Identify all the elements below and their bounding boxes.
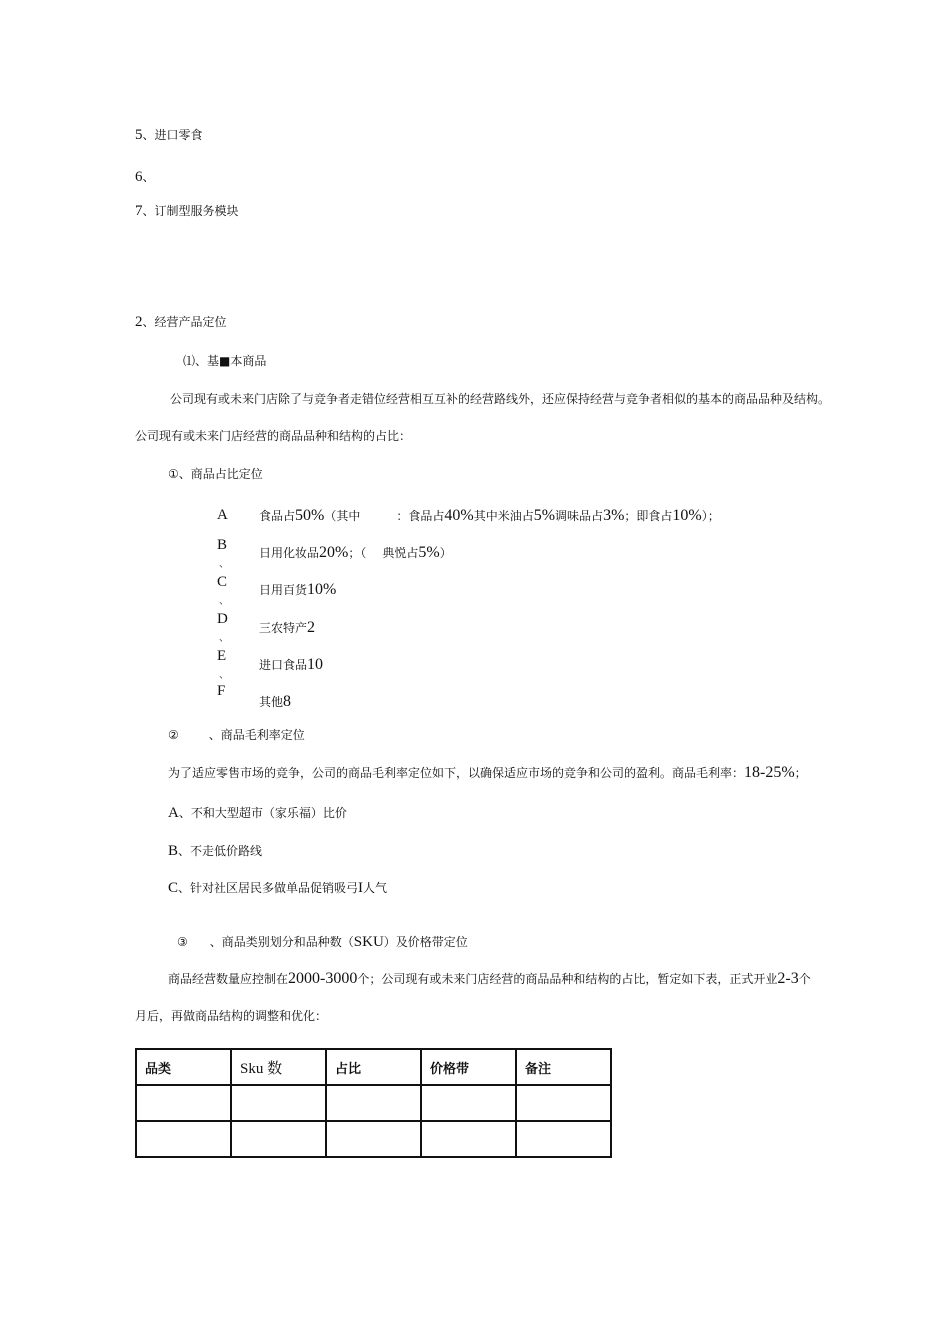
table-cell (231, 1085, 326, 1121)
table-header-cell: 价格带 (421, 1049, 516, 1085)
subsection-heading: ⑴、基■本商品 (183, 354, 267, 368)
margin-number: ② (168, 728, 179, 742)
list-separator: 、 (219, 633, 229, 644)
list-item-text: 、进口零食 (142, 128, 203, 142)
table-header-cell: 占比 (326, 1049, 421, 1085)
margin-item-b: B、不走低价路线 (168, 843, 263, 859)
margin-paragraph: 为了适应零售市场的竞争，公司的商品毛利率定位如下，以确保适应市场的竞争和公司的盈利。商品毛利率：18-25%； (168, 764, 807, 781)
sku-paragraph-1: 商品经营数量应控制在2000-3000个；公司现有或未来门店经营的商品品种和结构的占比，暂定如下表，正式开业2-3个 (168, 970, 811, 987)
ratio-row-food: 食品占50%（其中 ：食品占40%其中米油占5%调味品占3%；即食占10%）； (259, 507, 720, 524)
sku-heading: ③ 、商品类别划分和品种数（SKU）及价格带定位 (177, 934, 468, 950)
margin-item-a: A、不和大型超市（家乐福）比价 (168, 805, 347, 821)
list-item-number: 6 (135, 169, 143, 185)
paragraph: 公司现有或未来门店除了与竞争者走错位经营相互互补的经营路线外，还应保持经营与竞争者相似的基本的商品品种及结构。 (170, 392, 831, 406)
list-item-5 (135, 128, 203, 143)
ratio-row-other: 其他8 (259, 693, 292, 710)
list-item-7 (135, 204, 239, 219)
section-heading (135, 315, 227, 330)
table-header-cell: Sku 数 (231, 1049, 326, 1085)
margin-item-c: C、针对社区居民多做单品促销吸弓I人气 (168, 880, 388, 896)
margin-heading (168, 729, 305, 741)
ratio-row-general: 日用百货10% (259, 581, 337, 598)
table-cell (136, 1121, 231, 1157)
list-item-6 (135, 170, 155, 185)
sku-table (135, 1048, 612, 1158)
list-separator: 、 (219, 670, 229, 681)
table-cell (516, 1121, 611, 1157)
table-row (136, 1121, 611, 1157)
item-letter-c: C (217, 574, 228, 590)
table-cell (231, 1121, 326, 1157)
table-header-cell: 品类 (136, 1049, 231, 1085)
table-cell (326, 1121, 421, 1157)
list-separator: 、 (219, 596, 229, 607)
ratio-row-cosmetics: 日用化妆品20%；（ 典悦占5%） (259, 544, 452, 561)
table-header-cell: 备注 (516, 1049, 611, 1085)
list-item-text: 、订制型服务模块 (142, 204, 239, 218)
list-item-number: 5 (135, 127, 143, 143)
item-letter-a: A (217, 507, 228, 523)
section-number: 2 (135, 314, 143, 330)
table-cell (136, 1085, 231, 1121)
section-title: 、经营产品定位 (142, 315, 227, 329)
item-letter-f: F (217, 683, 226, 699)
sku-number: ③ (177, 935, 188, 949)
item-letter-e: E (217, 648, 227, 664)
table-row (136, 1085, 611, 1121)
item-letter-d: D (217, 611, 228, 627)
ratio-heading: ①、商品占比定位 (168, 467, 263, 481)
list-item-number: 7 (135, 203, 143, 219)
list-item-text: 、 (142, 170, 155, 184)
table-header-row (136, 1049, 611, 1085)
table-cell (516, 1085, 611, 1121)
item-letter-b: B (217, 537, 228, 553)
table-cell (326, 1085, 421, 1121)
ratio-row-farm: 三农特产2 (259, 619, 316, 636)
table-cell (421, 1121, 516, 1157)
ratio-row-imported: 进口食品10 (259, 656, 324, 673)
table-cell (421, 1085, 516, 1121)
margin-title: 、商品毛利率定位 (208, 728, 305, 742)
list-separator: 、 (219, 559, 229, 570)
paragraph: 公司现有或未来门店经营的商品品种和结构的占比： (135, 429, 412, 443)
sku-paragraph-2: 月后，再做商品结构的调整和优化： (135, 1009, 328, 1023)
